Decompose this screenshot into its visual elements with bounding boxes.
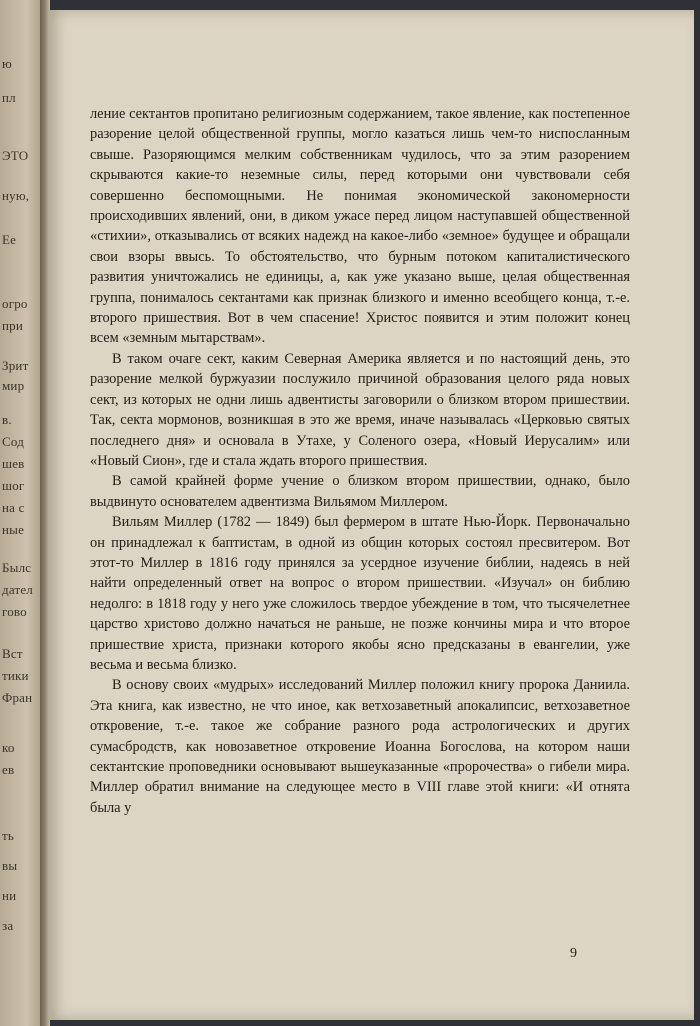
adjacent-left-page <box>0 0 44 1026</box>
page-number: 9 <box>570 946 577 961</box>
left-page-fragment: ную, <box>2 188 30 203</box>
left-page-fragment: ю <box>2 56 12 71</box>
left-page-fragment: ные <box>2 522 25 537</box>
paragraph: В основу своих «мудрых» исследований Миллер положил книгу пророка Даниила. Эта книга, как известно, не что иное, как ветхозаветный апокалипсис, ветхозаветное откровение, т.-е. такое же собрание разного рода астрологических и других сумасбродств, как новозаветное откровение Иоанна Богослова, на котором наши сектантские проповедники основывают вышеуказанные «пророчества» о гибели мира. Миллер обратил внимание на следующее место в VIII главе этой книги: «И отнята была у <box>90 677 630 816</box>
left-page-fragment: в. <box>2 412 12 427</box>
paragraph: В таком очаге сект, каким Северная Америка является и по настоящий день, это разорение мелкой буржуазии послужило причиной образования целого ряда новых сект, из которых не одни лишь адвентисты заговорили о близком втором пришествии. Так, секта мормонов, возникшая в это же время, иначе называлась «Церковью святых последнего дня» и основала в Утахе, у Соленого озера, «Новый Иерусалим» или «Новый Сион», где и стала ждать второго пришествия. <box>90 350 630 469</box>
page-text <box>90 104 630 818</box>
left-page-fragment: гово <box>2 604 27 619</box>
left-page-fragment: Зрит <box>2 358 29 373</box>
left-page-fragment: при <box>2 318 24 333</box>
left-page-fragment: на с <box>2 500 25 515</box>
left-page-fragment: пл <box>2 90 16 105</box>
left-page-fragment: за <box>2 918 14 933</box>
paragraph: Вильям Миллер (1782 — 1849) был фермером в штате Нью-Йорк. Первоначально он принадлежал к баптистам, в одной из общин которых состоял пресвитером. Вот этот-то Миллер в 1816 году принялся за усердное изучение библии, надеясь в ней найти определенный ответ на вопрос о втором пришествии. «Изучал» он библию недолго: в 1818 году у него уже сложилось твердое убеждение в том, что тысячелетнее царство христово должно начаться не раньше, не позже кончины мира и что второе пришествие христа, признаки которого якобы ясно предсказаны в евангелии, уже весьма и весьма близко. <box>90 514 630 673</box>
left-page-fragment: шев <box>2 456 25 471</box>
paragraph: ление сектантов пропитано религиозным содержанием, такое явление, как постепенное разорение целой общественной группы, могло казаться лишь чем-то ниспосланным свыше. Разоряющимся мелким собственникам чудилось, что за этим разорением скрываются какие-то неземные силы, перед которыми они чувствовали себя совершенно беспомощными. Не понимая экономической закономерности происходивших явлений, они, в диком ужасе перед лицом наступавшей общественной «стихии», отказывались от всяких надежд на какое-либо «земное» будущее и обращали свои взоры ввысь. То обстоятельство, что бурным потоком капиталистического развития уничтожались не единицы, а, как уже указано выше, целая общественная группа, понималось сектантами как признак близкого и именно всеобщего конца, т.-е. второго пришествия. Вот в чем спасение! Христос появится и этим положит конец всем «земным мытарствам». <box>90 106 630 347</box>
left-page-fragment: Вст <box>2 646 23 661</box>
left-page-fragment: ко <box>2 740 15 755</box>
left-page-fragment: тики <box>2 668 29 683</box>
left-page-fragment: ЭТО <box>2 148 29 163</box>
left-page-fragment: Фран <box>2 690 33 705</box>
left-page-fragment: Сод <box>2 434 25 449</box>
left-page-fragment: шог <box>2 478 25 493</box>
left-page-fragment: ни <box>2 888 17 903</box>
left-page-fragment: Былс <box>2 560 32 575</box>
left-page-fragment: огро <box>2 296 28 311</box>
book-page <box>48 10 694 1020</box>
left-page-fragment: мир <box>2 378 25 393</box>
left-page-fragment: дател <box>2 582 33 597</box>
paragraph: В самой крайней форме учение о близком втором пришествии, однако, было выдвинуто основателем адвентизма Вильямом Миллером. <box>90 473 630 510</box>
left-page-fragment: вы <box>2 858 18 873</box>
left-page-fragment: ев <box>2 762 15 777</box>
left-page-fragment: Ее <box>2 232 17 247</box>
left-page-fragment: ть <box>2 828 15 843</box>
